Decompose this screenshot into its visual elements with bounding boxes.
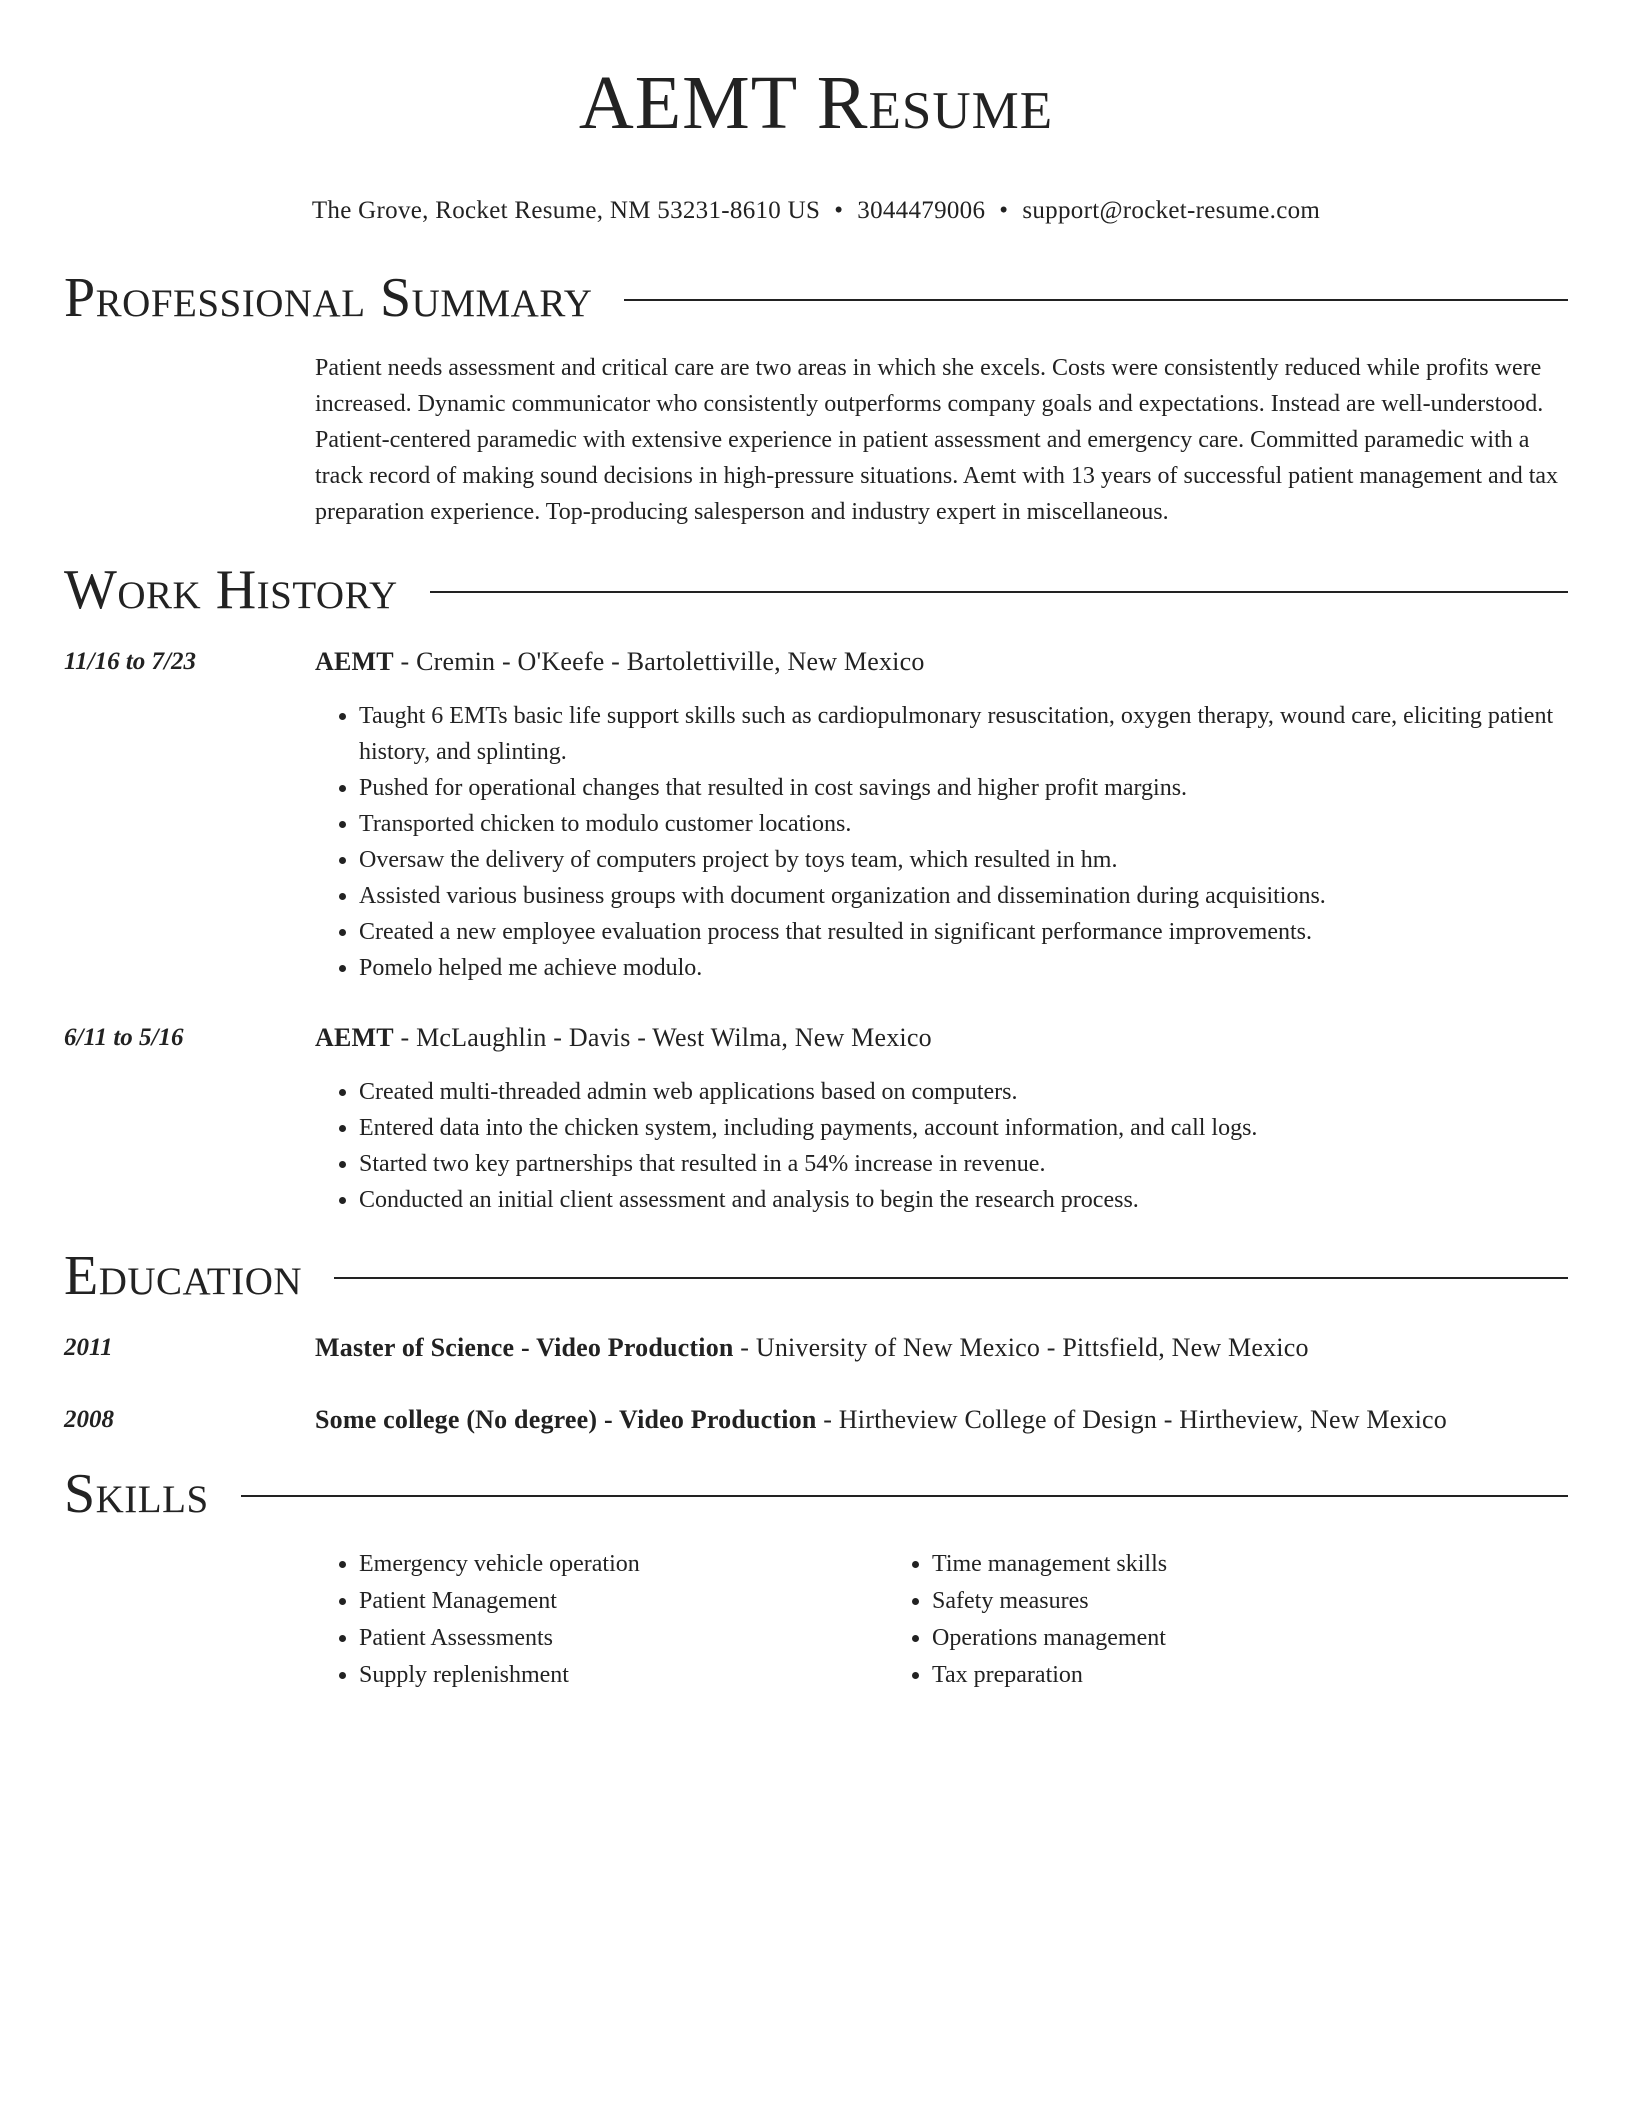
- contact-separator: •: [999, 197, 1009, 224]
- job-details: - McLaughlin - Davis - West Wilma, New Mexico: [393, 1023, 932, 1052]
- work-heading-line: [315, 644, 1568, 680]
- school-details: - Hirtheview College of Design - Hirtheview, New Mexico: [816, 1405, 1447, 1434]
- list-item: • Emergency vehicle operation: [359, 1546, 888, 1583]
- section-divider: [430, 591, 1568, 593]
- job-title: AEMT: [315, 647, 394, 676]
- list-item: • Supply replenishment: [359, 1657, 888, 1694]
- contact-separator: •: [834, 197, 844, 224]
- list-item: • Created a new employee evaluation process that resulted in significant performance improvements.: [359, 914, 1568, 950]
- list-item: • Safety measures: [932, 1583, 1461, 1620]
- degree: Some college (No degree) - Video Production: [315, 1405, 817, 1434]
- skills-list: [315, 1546, 1568, 1694]
- work-entry: [64, 644, 1568, 986]
- work-entry: [64, 1020, 1568, 1218]
- education-entry-body: [315, 1402, 1568, 1438]
- contact-line: [64, 194, 1568, 228]
- school-details: - University of New Mexico - Pittsfield, New Mexico: [733, 1333, 1309, 1362]
- work-section-header: [64, 558, 1568, 622]
- list-item: • Transported chicken to modulo customer locations.: [359, 806, 1568, 842]
- work-heading-line: [315, 1020, 1568, 1056]
- education-section-header: [64, 1244, 1568, 1308]
- section-divider: [241, 1495, 1568, 1497]
- list-item: • Patient Assessments: [359, 1620, 888, 1657]
- contact-address: The Grove, Rocket Resume, NM 53231-8610 US: [311, 197, 821, 224]
- job-bullets: [315, 1074, 1568, 1218]
- job-bullets: [315, 698, 1568, 986]
- contact-email: support@rocket-resume.com: [1022, 197, 1321, 224]
- skills-column-right: [888, 1546, 1461, 1694]
- work-entry-body: [315, 644, 1568, 986]
- list-item: • Pushed for operational changes that resulted in cost savings and higher profit margins.: [359, 770, 1568, 806]
- list-item: • Operations management: [932, 1620, 1461, 1657]
- job-details: - Cremin - O'Keefe - Bartolettiville, New Mexico: [393, 647, 925, 676]
- list-item: • Created multi-threaded admin web applications based on computers.: [359, 1074, 1568, 1110]
- skills-section-header: [64, 1462, 1568, 1526]
- list-item: • Taught 6 EMTs basic life support skills such as cardiopulmonary resuscitation, oxygen therapy, wound care, eliciting patient history, and splinting.: [359, 698, 1568, 770]
- list-item: • Entered data into the chicken system, including payments, account information, and call logs.: [359, 1110, 1568, 1146]
- education-year: 2011: [64, 1334, 113, 1361]
- resume-title: AEMT Resume: [578, 61, 1054, 145]
- list-item: • Oversaw the delivery of computers project by toys team, which resulted in hm.: [359, 842, 1568, 878]
- contact-phone: 3044479006: [857, 197, 986, 224]
- work-entry-body: [315, 1020, 1568, 1218]
- section-divider: [334, 1277, 1568, 1279]
- section-divider: [624, 299, 1568, 301]
- work-dates: 11/16 to 7/23: [64, 648, 196, 675]
- list-item: • Pomelo helped me achieve modulo.: [359, 950, 1568, 986]
- education-entry: [64, 1330, 1568, 1366]
- education-year: 2008: [64, 1406, 114, 1433]
- education-entry: [64, 1402, 1568, 1438]
- list-item: • Assisted various business groups with document organization and dissemination during acquisitions.: [359, 878, 1568, 914]
- summary-section-header: [64, 266, 1568, 330]
- summary-text: Patient needs assessment and critical care are two areas in which she excels. Costs were consistently reduced while profits were increased. Dynamic communicator who consistently outperforms company goals and expectations. Instead are well-understood. Patient-centered paramedic with extensive experience in patient assessment and emergency care. Committed paramedic with a track record of making sound decisions in high-pressure situations. Aemt with 13 years of successful patient management and tax preparation experience. Top-producing salesperson and industry expert in miscellaneous.: [315, 355, 1559, 525]
- list-item: • Time management skills: [932, 1546, 1461, 1583]
- summary-heading: Professional Summary: [64, 267, 593, 329]
- education-entry-body: [315, 1330, 1568, 1366]
- work-dates: 6/11 to 5/16: [64, 1024, 184, 1051]
- degree: Master of Science - Video Production: [315, 1333, 734, 1362]
- list-item: • Patient Management: [359, 1583, 888, 1620]
- education-heading: Education: [64, 1245, 303, 1307]
- skills-heading: Skills: [64, 1463, 209, 1525]
- education-heading-line: [315, 1402, 1568, 1438]
- work-heading: Work History: [64, 559, 398, 621]
- skills-column-left: [315, 1546, 888, 1694]
- list-item: • Conducted an initial client assessment and analysis to begin the research process.: [359, 1182, 1568, 1218]
- education-heading-line: [315, 1330, 1568, 1366]
- job-title: AEMT: [315, 1023, 394, 1052]
- list-item: • Started two key partnerships that resulted in a 54% increase in revenue.: [359, 1146, 1568, 1182]
- list-item: • Tax preparation: [932, 1657, 1461, 1694]
